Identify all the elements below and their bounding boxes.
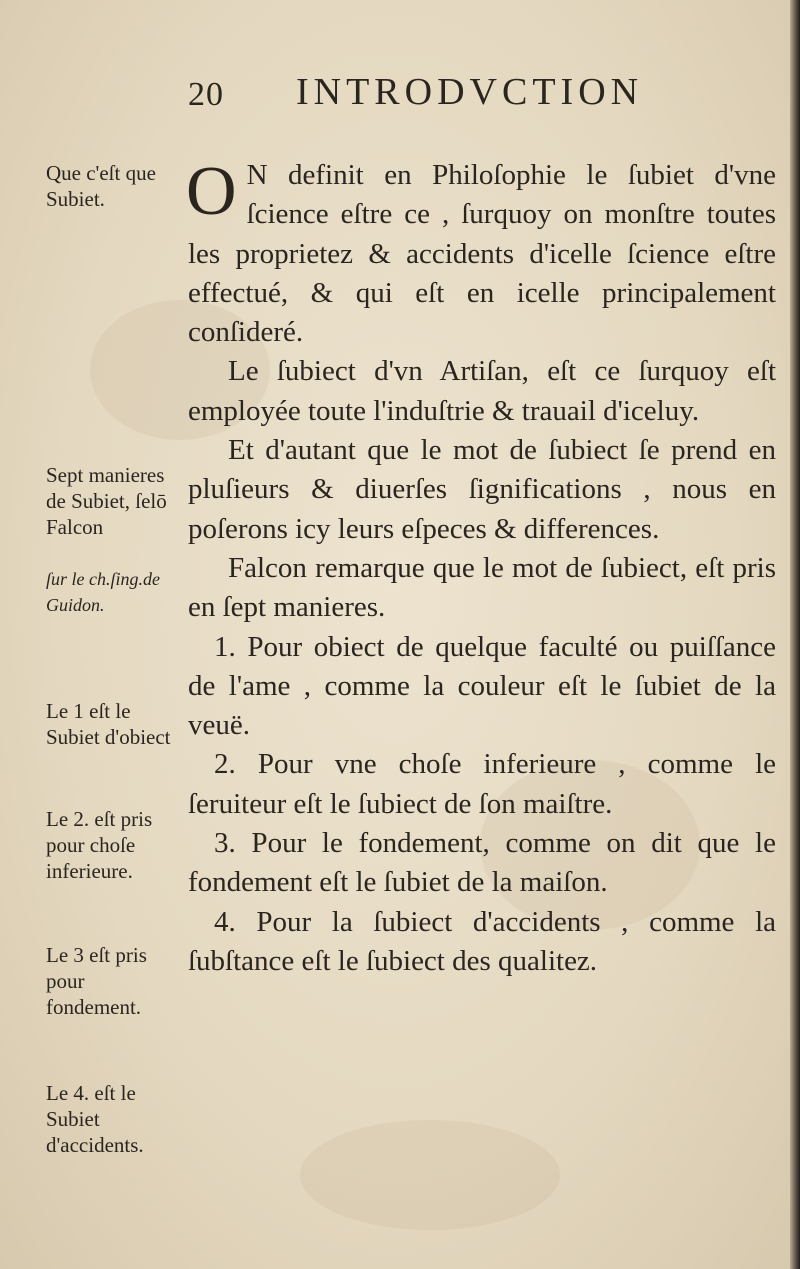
page-number: 20 [188, 76, 224, 113]
margin-note: Sept manieres de Subiet, ſelō Falcon [46, 463, 167, 539]
paper-stain [300, 1120, 560, 1230]
list-item: 1. Pour obiect de quelque faculté ou puiſſance de l'ame , comme la couleur eſt le ſubiet de la veuë. [188, 630, 776, 742]
paragraph: Falcon remarque que le mot de ſubiect, eſt pris en ſept manieres. [188, 551, 776, 624]
page-edge [790, 0, 800, 1269]
margin-note: Le 4. eſt le Subiet d'accidents. [46, 1081, 144, 1157]
list-item: 2. Pour vne choſe inferieure , comme le ſeruiteur eſt le ſubiect de ſon maiſtre. [188, 748, 776, 820]
main-text-block [186, 153, 776, 981]
running-head [0, 70, 790, 120]
list-item: 3. Pour le fondement, comme on dit que le fondement eſt le ſubiet de la maiſon. [188, 827, 776, 899]
margin-note: Que c'eſt que Subiet. [46, 161, 156, 211]
drop-cap: O [186, 153, 237, 230]
margin-note: Le 2. eſt pris pour choſe inferieure. [46, 807, 153, 883]
margin-note: Le 3 eſt pris pour fondement. [46, 943, 147, 1019]
margin-note: Le 1 eſt le Subiet d'obiect [46, 699, 171, 749]
page-header-title: INTRODVCTION [296, 71, 644, 113]
list-item: 4. Pour la ſubiect d'accidents , comme la ſubſtance eſt le ſubiect des qualitez. [188, 905, 776, 977]
margin-note-italic: ſur le ch.ſing.de Guidon. [46, 569, 160, 615]
paragraph: Le ſubiect d'vn Artiſan, eſt ce ſurquoy eſt employée toute l'induſtrie & trauail d'iceluy. [188, 355, 776, 427]
paragraph-text: N definit en Philoſophie le ſubiet d'vne ſcience eſtre ce , ſurquoy on monſtre toutes les proprietez & accidents d'icelle ſcience eſtre effectué, & qui eſt en icelle principalement conſideré. [188, 159, 776, 349]
paragraph-intro [186, 153, 776, 352]
paragraph: Et d'autant que le mot de ſubiect ſe prend en pluſieurs & diuerſes ſignifications , nous en poſerons icy leurs eſpeces & differences. [188, 434, 776, 545]
